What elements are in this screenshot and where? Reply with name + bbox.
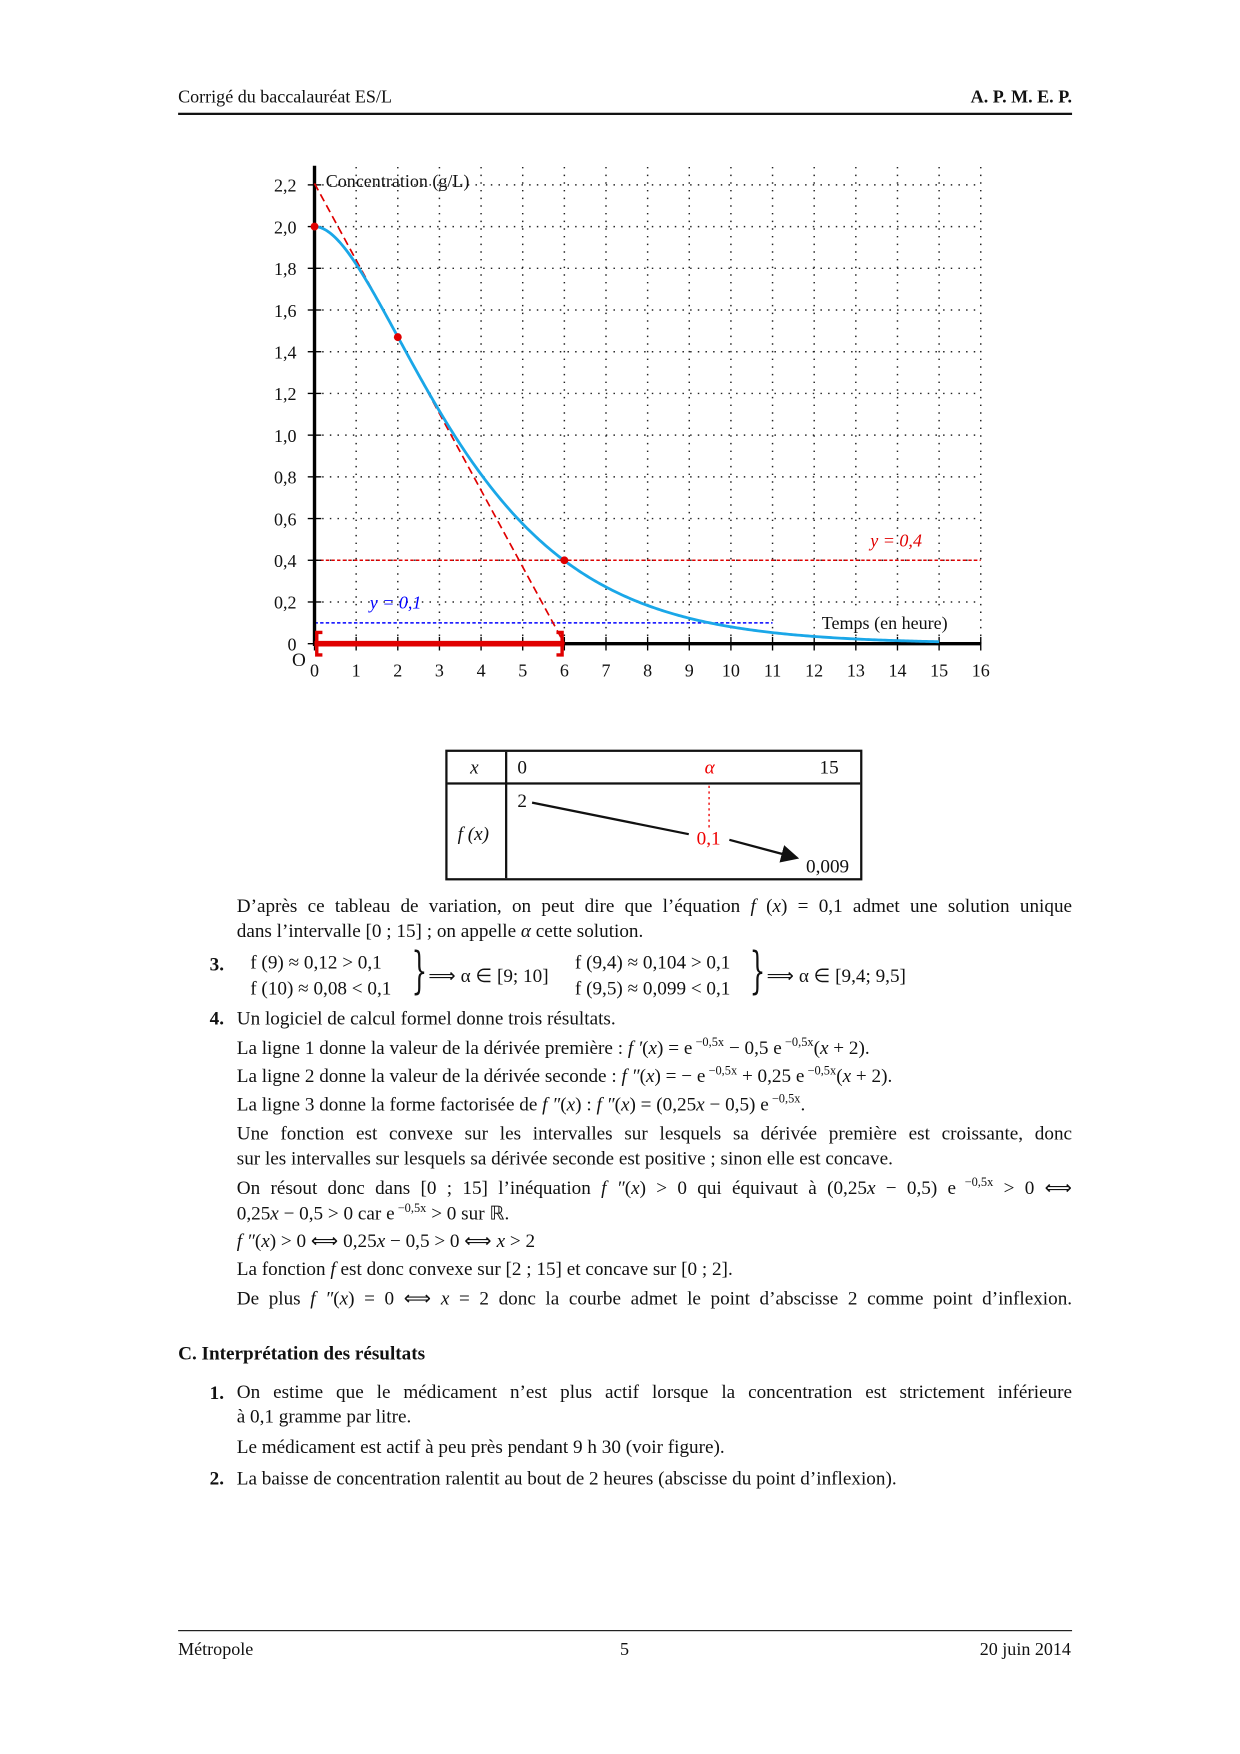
table-x-label: x xyxy=(470,756,479,778)
text-segment: ) : xyxy=(575,1093,597,1115)
text-segment: x xyxy=(376,1229,386,1252)
concentration-curve xyxy=(315,227,940,642)
text-segment: + 2). xyxy=(828,1037,870,1059)
y-tick-label: 2,2 xyxy=(273,175,297,196)
text-segment: Une fonction est convexe sur les intervalles sur lesquels sa dérivée première est croissante, donc xyxy=(236,1122,1073,1145)
table-x0: 0 xyxy=(517,756,528,778)
y-axis-title: Concentration (g/L) xyxy=(325,171,470,192)
text-segment: = 2 donc la courbe admet le point d’abscisse 2 comme point d’inflexion. xyxy=(449,1287,1073,1309)
text-segment: x xyxy=(566,1093,576,1115)
paragraph-line xyxy=(237,895,1072,918)
concentration-chart xyxy=(0,0,1240,699)
text-segment: f ″ xyxy=(621,1065,640,1087)
text-segment: La ligne 1 donne la valeur de la dérivée première : xyxy=(236,1037,628,1059)
text-segment: −0,5x xyxy=(394,1201,427,1216)
text-segment: cette solution. xyxy=(530,919,644,942)
text-segment: −0,5x xyxy=(956,1175,994,1190)
text-segment: . xyxy=(800,1093,806,1115)
text-segment: sur les intervalles sur lesquels sa dérivée seconde est positive ; sinon elle est concave. xyxy=(236,1147,893,1170)
paragraph-line xyxy=(237,1202,1072,1226)
marked-point xyxy=(311,223,319,231)
text-segment: f ″ xyxy=(310,1287,334,1309)
x-tick-label: 8 xyxy=(643,660,653,681)
text-segment: f ″ xyxy=(236,1229,255,1252)
text-segment: x xyxy=(496,1229,506,1252)
table-v1: 0,009 xyxy=(806,855,850,878)
text-segment: ( xyxy=(639,1065,646,1087)
text-segment: −0,5x xyxy=(692,1035,725,1050)
text-segment: > 0 ⟺ xyxy=(993,1176,1073,1199)
x-tick-label: 2 xyxy=(393,660,403,681)
text-segment: − 0,5 > 0 ⟺ xyxy=(385,1229,497,1252)
text-segment: La ligne 2 donne la valeur de la dérivée seconde : xyxy=(236,1065,622,1087)
text-segment: ) = − e xyxy=(654,1065,706,1087)
table-alpha: α xyxy=(704,756,715,778)
x-tick-label: 5 xyxy=(518,660,528,681)
text-segment: x xyxy=(270,1202,279,1225)
item-number: 2. xyxy=(209,1467,225,1490)
x-tick-label: 15 xyxy=(930,660,949,681)
q3-f95: f (9,5) ≈ 0,099 < 0,1 xyxy=(574,977,731,999)
text-segment: − 0,5 > 0 car e xyxy=(278,1202,395,1225)
text-segment: ) > 0 qui équivaut à (0,25 xyxy=(639,1176,867,1199)
table-x1: 15 xyxy=(819,756,839,778)
header-right: A. P. M. E. P. xyxy=(970,87,1073,108)
paragraph-line xyxy=(237,1148,1072,1171)
right-brace-icon: } xyxy=(411,942,428,1000)
section-heading: C. Interprétation des résultats xyxy=(178,1342,426,1365)
x-tick-label: 1 xyxy=(351,660,361,681)
x-tick-label: 13 xyxy=(846,660,865,681)
paragraph-line xyxy=(237,1036,1072,1060)
paragraph-line xyxy=(237,1123,1072,1146)
text-segment: ) = (0,25 xyxy=(629,1093,697,1115)
text-segment: ) = 0 ⟺ xyxy=(348,1287,441,1309)
y-tick-label: 1,8 xyxy=(273,259,297,280)
text-segment: dans l’intervalle [0 ; 15] ; on appelle xyxy=(236,919,521,942)
x-tick-label: 9 xyxy=(684,660,694,681)
label-y-0-4: y = 0,4 xyxy=(870,530,922,551)
text-segment: ) > 0 ⟺ 0,25 xyxy=(269,1229,377,1252)
text-segment: − 0,5 e xyxy=(724,1037,782,1059)
text-segment: > 2 xyxy=(505,1229,536,1252)
text-segment: On estime que le médicament n’est plus actif lorsque la concentration est strictement inférieure xyxy=(236,1380,1073,1403)
variation-table xyxy=(445,750,862,881)
text-segment: −0,5x xyxy=(781,1035,814,1050)
y-tick-label: 1,0 xyxy=(273,425,297,446)
text-segment: − 0,5) e xyxy=(875,1176,957,1199)
text-segment: ( xyxy=(254,1229,262,1252)
q3-result2: ⟹ α ∈ [9,4; 9,5] xyxy=(766,964,906,987)
table-v0: 2 xyxy=(517,790,528,812)
table-fx-label: f (x) xyxy=(457,822,490,845)
text-segment: x xyxy=(440,1287,450,1309)
y-tick-label: 0,2 xyxy=(273,592,297,613)
text-segment: f ″ xyxy=(542,1093,561,1115)
text-segment: D’après ce tableau de variation, on peut dire que l’équation xyxy=(236,895,751,917)
text-segment: ) = 0,1 admet une solution unique xyxy=(781,895,1073,917)
x-tick-label: 6 xyxy=(559,660,569,681)
text-segment: est donc convexe sur [2 ; 15] et concave sur [0 ; 2]. xyxy=(335,1258,733,1280)
paragraph-line xyxy=(237,1064,1072,1088)
paragraph-line xyxy=(237,1008,1072,1031)
y-tick-label: 1,6 xyxy=(273,300,297,321)
x-tick-label: 11 xyxy=(763,660,782,681)
y-tick-label: 2,0 xyxy=(273,217,297,238)
text-segment: La baisse de concentration ralentit au bout de 2 heures (abscisse du point d’inflexion). xyxy=(236,1467,897,1490)
text-segment: > 0 sur ℝ. xyxy=(426,1202,510,1225)
text-segment: −0,5x xyxy=(705,1064,738,1078)
text-segment: La fonction xyxy=(236,1258,331,1280)
footer-left: Métropole xyxy=(178,1640,254,1660)
text-segment: f ″ xyxy=(596,1093,615,1115)
label-y-0-1: y = 0,1 xyxy=(369,592,422,613)
text-segment: x xyxy=(820,1037,829,1059)
text-segment: On résout donc dans [0 ; 15] l’inéquation xyxy=(236,1176,602,1199)
text-segment: f xyxy=(330,1258,336,1280)
paragraph-line xyxy=(237,1468,1072,1491)
paragraph-line xyxy=(237,1406,1072,1429)
text-segment: La ligne 3 donne la forme factorisée de xyxy=(236,1093,543,1115)
text-segment: x xyxy=(620,1093,630,1115)
y-tick-label: 0,8 xyxy=(273,467,297,488)
paragraph-line xyxy=(237,920,1072,943)
header-left: Corrigé du baccalauréat ES/L xyxy=(178,87,392,108)
x-tick-label: 4 xyxy=(476,660,486,681)
text-segment: ( xyxy=(755,895,773,917)
text-segment: x xyxy=(645,1065,655,1087)
text-segment: + 2). xyxy=(851,1065,893,1087)
y-tick-label: 0,6 xyxy=(273,509,297,530)
item-number: 4. xyxy=(209,1007,225,1030)
text-segment: ( xyxy=(614,1093,621,1115)
text-segment: x xyxy=(772,895,782,917)
text-segment: −0,5x xyxy=(804,1064,837,1078)
text-segment: ( xyxy=(813,1037,821,1059)
y-tick-label: 0,4 xyxy=(273,551,297,572)
text-segment: ( xyxy=(836,1065,843,1087)
x-tick-label: 12 xyxy=(805,660,824,681)
marked-point xyxy=(394,333,402,341)
x-tick-label: 3 xyxy=(434,660,444,681)
item-number: 1. xyxy=(209,1382,225,1404)
q3-f10: f (10) ≈ 0,08 < 0,1 xyxy=(250,977,392,999)
page-number: 5 xyxy=(620,1640,630,1660)
footer-rule xyxy=(178,1630,1072,1631)
x-tick-label: 10 xyxy=(721,660,740,681)
text-segment: x xyxy=(842,1065,852,1087)
text-segment: x xyxy=(339,1287,349,1309)
marked-point xyxy=(560,556,568,564)
text-segment: x xyxy=(696,1093,705,1115)
origin-label: O xyxy=(291,650,306,672)
text-segment: x xyxy=(631,1176,640,1199)
footer-right: 20 juin 2014 xyxy=(979,1640,1071,1660)
paragraph-line xyxy=(237,1092,1072,1116)
text-segment: ( xyxy=(333,1287,340,1309)
text-segment: ( xyxy=(560,1093,567,1115)
text-segment: x xyxy=(866,1176,876,1199)
text-segment: Le médicament est actif à peu près pendant 9 h 30 (voir figure). xyxy=(236,1436,725,1458)
q3-f9: f (9) ≈ 0,12 > 0,1 xyxy=(250,951,382,973)
x-tick-label: 0 xyxy=(310,660,320,681)
text-segment: De plus xyxy=(236,1287,311,1309)
y-tick-label: 0 xyxy=(287,634,297,655)
right-brace-icon: } xyxy=(749,942,766,1000)
text-segment: Un logiciel de calcul formel donne trois résultats. xyxy=(236,1007,616,1030)
paragraph-line xyxy=(237,1230,1072,1253)
paragraph-line xyxy=(237,1287,1072,1310)
paragraph-line xyxy=(237,1381,1072,1404)
x-tick-label: 16 xyxy=(971,660,990,681)
text-segment: 0,25 xyxy=(236,1202,271,1225)
paragraph-line xyxy=(237,1436,1072,1459)
variation-arrows xyxy=(445,750,862,881)
text-segment: f xyxy=(750,895,756,917)
text-segment: f ″ xyxy=(601,1176,625,1199)
paragraph-line xyxy=(237,1258,1072,1281)
q3-result1: ⟹ α ∈ [9; 10] xyxy=(428,964,549,987)
text-segment: ) = e xyxy=(657,1037,693,1059)
text-segment: ( xyxy=(624,1176,632,1199)
text-segment: ( xyxy=(642,1037,649,1059)
x-axis-title: Temps (en heure) xyxy=(821,613,948,634)
x-tick-label: 7 xyxy=(601,660,611,681)
y-tick-label: 1,4 xyxy=(273,342,297,363)
item-number: 3. xyxy=(209,953,225,976)
text-segment: x xyxy=(261,1229,270,1252)
table-valpha: 0,1 xyxy=(696,827,721,849)
text-segment: − 0,5) e xyxy=(704,1093,769,1115)
decreasing-arrow xyxy=(729,840,797,858)
y-tick-label: 1,2 xyxy=(273,384,297,405)
paragraph-line xyxy=(237,1176,1072,1200)
decreasing-arrow xyxy=(532,803,689,835)
text-segment: à 0,1 gramme par litre. xyxy=(236,1405,412,1428)
text-segment: x xyxy=(648,1037,658,1059)
q3-f94: f (9,4) ≈ 0,104 > 0,1 xyxy=(574,951,731,973)
x-tick-label: 14 xyxy=(888,660,907,681)
text-segment: f ′ xyxy=(627,1037,643,1059)
text-segment: α xyxy=(520,919,531,942)
text-segment: + 0,25 e xyxy=(737,1065,805,1087)
text-segment: −0,5x xyxy=(768,1092,801,1106)
